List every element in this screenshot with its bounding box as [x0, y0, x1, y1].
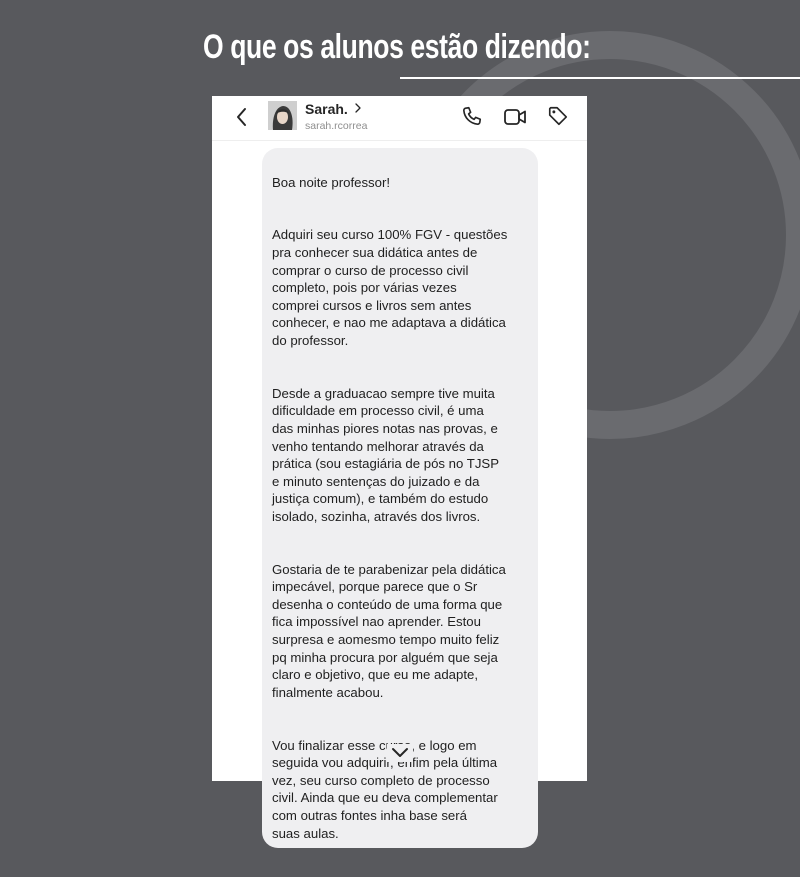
- scroll-down-chevron-icon[interactable]: [387, 744, 413, 762]
- message-paragraph: Adquiri seu curso 100% FGV - questões pra conhecer sua didática antes de comprar o curso de processo civil completo, pois por várias vezes comprei cursos e livros sem antes conhecer, e nao me adaptava a didática do professor.: [272, 227, 508, 348]
- headline-underline: [400, 77, 800, 79]
- phone-call-icon[interactable]: [461, 105, 483, 127]
- message-paragraph: Desde a graduacao sempre tive muita dificuldade em processo civil, é uma das minhas piores notas nas provas, e venho tentando melhorar através da prática (sou estagiária de pós no TJSP e minuto sentenças do juizado e da justiça comum), e também do estudo isolado, sozinha, através dos livros.: [272, 385, 500, 524]
- dm-screenshot: [212, 96, 587, 841]
- chevron-right-icon[interactable]: [354, 103, 362, 113]
- contact-handle: sarah.rcorrea: [305, 120, 368, 132]
- message-paragraph: Gostaria de te parabenizar pela didática impecável, porque parece que o Sr desenha o conteúdo de uma forma que fica impossível nao aprender. Estou surpresa e aomesmo tempo muito feliz pq minha procura por alguém que seja claro e objetivo, que eu me adapte, finalmente acabou.: [272, 561, 506, 700]
- dm-header: [212, 96, 587, 141]
- avatar[interactable]: [268, 101, 297, 130]
- message-paragraph: Boa noite professor!: [272, 174, 391, 190]
- back-arrow-icon[interactable]: [234, 106, 250, 128]
- message-text: [272, 156, 542, 877]
- tag-icon[interactable]: [547, 105, 569, 127]
- page-headline: O que os alunos estão dizendo:: [203, 28, 591, 66]
- video-call-icon[interactable]: [503, 106, 527, 128]
- message-paragraph: Vou finalizar esse curso, e logo em seguida vou adquirir, enfim pela última vez, seu curso completo de processo civil. Ainda que eu deva complementar com outras fontes inha base será suas aulas.: [272, 737, 498, 841]
- contact-name[interactable]: Sarah.: [305, 101, 348, 117]
